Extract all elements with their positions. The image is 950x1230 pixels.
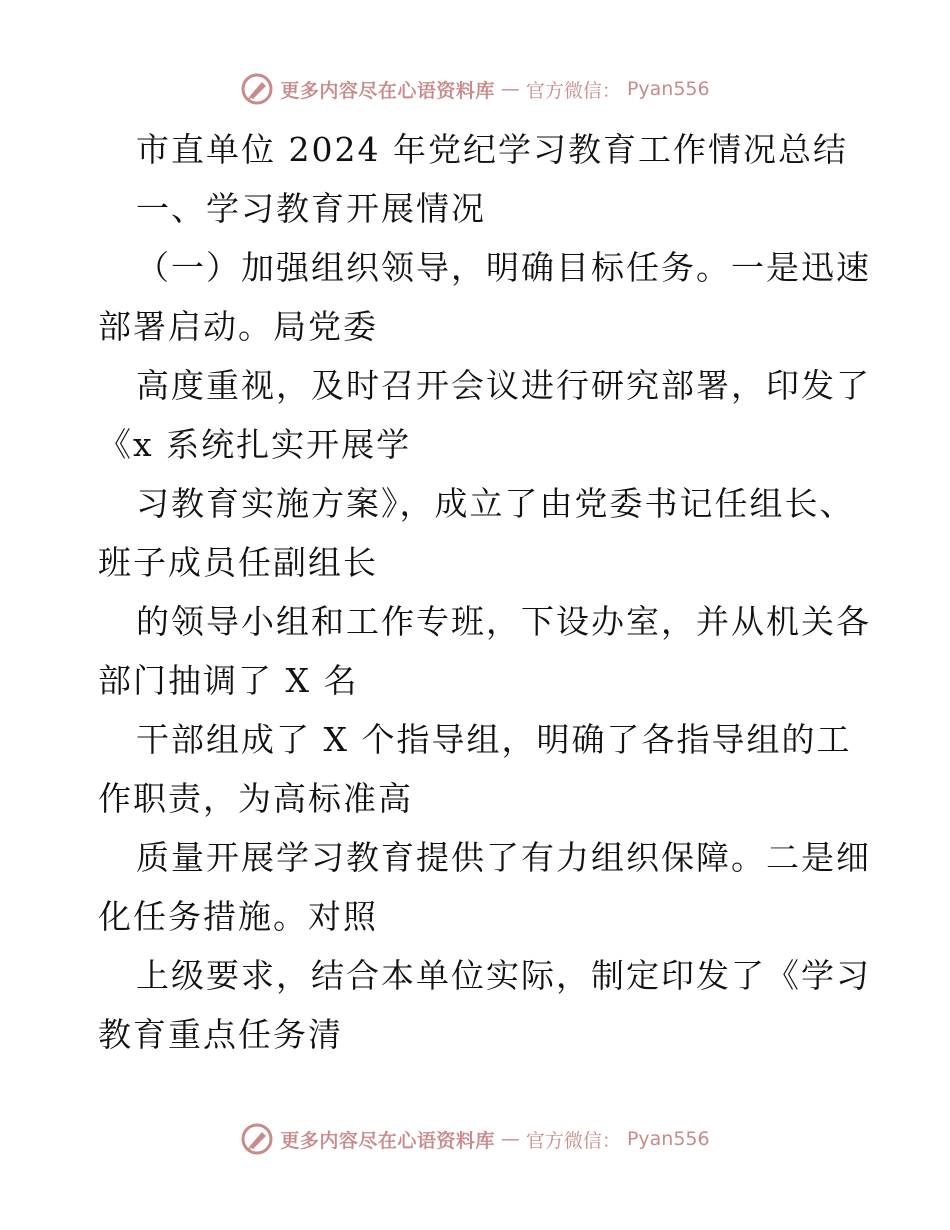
pen-logo-icon [240, 1122, 274, 1156]
document-body [98, 120, 871, 1064]
section-heading: 一、学习教育开展情况 [136, 189, 486, 228]
footer-watermark [0, 1122, 950, 1156]
document-title: 市直单位 2024 年党纪学习教育工作情况总结 [136, 130, 848, 169]
paragraph-line: 干部组成了 X 个指导组，明确了各指导组的工 [136, 720, 852, 759]
header-watermark [0, 72, 950, 106]
paragraph-line: 高度重视，及时召开会议进行研究部署，印发了 [136, 366, 871, 405]
watermark-wechat-id: Pyan556 [626, 78, 710, 100]
paragraph-line: 班子成员任副组长 [98, 543, 378, 582]
paragraph-line: 习教育实施方案》，成立了由党委书记任组长、 [136, 484, 855, 523]
watermark-title: 更多内容尽在心语资料库 [280, 1129, 495, 1152]
paragraph-line: 教育重点任务清 [98, 1015, 343, 1054]
watermark-wechat-label: 官方微信： [525, 1129, 621, 1152]
paragraph-line: （一）加强组织领导，明确目标任务。一是迅速 [136, 248, 871, 287]
paragraph-line: 部门抽调了 X 名 [98, 661, 359, 700]
paragraph-line: 的领导小组和工作专班，下设办室，并从机关各 [136, 602, 871, 641]
paragraph-line: 作职责，为高标准高 [98, 779, 413, 818]
paragraph-line: 质量开展学习教育提供了有力组织保障。二是细 [136, 838, 871, 877]
watermark-wechat-label: 官方微信： [525, 79, 621, 102]
paragraph-line: 《x 系统扎实开展学 [98, 425, 412, 464]
paragraph-line: 上级要求，结合本单位实际，制定印发了《学习 [136, 956, 871, 995]
watermark-wechat-id: Pyan556 [626, 1128, 710, 1150]
watermark-separator: — [500, 1128, 520, 1150]
watermark-separator: — [500, 78, 520, 100]
paragraph-line: 化任务措施。对照 [98, 897, 378, 936]
watermark-title: 更多内容尽在心语资料库 [280, 79, 495, 102]
pen-logo-icon [240, 72, 274, 106]
paragraph-line: 部署启动。局党委 [98, 307, 378, 346]
